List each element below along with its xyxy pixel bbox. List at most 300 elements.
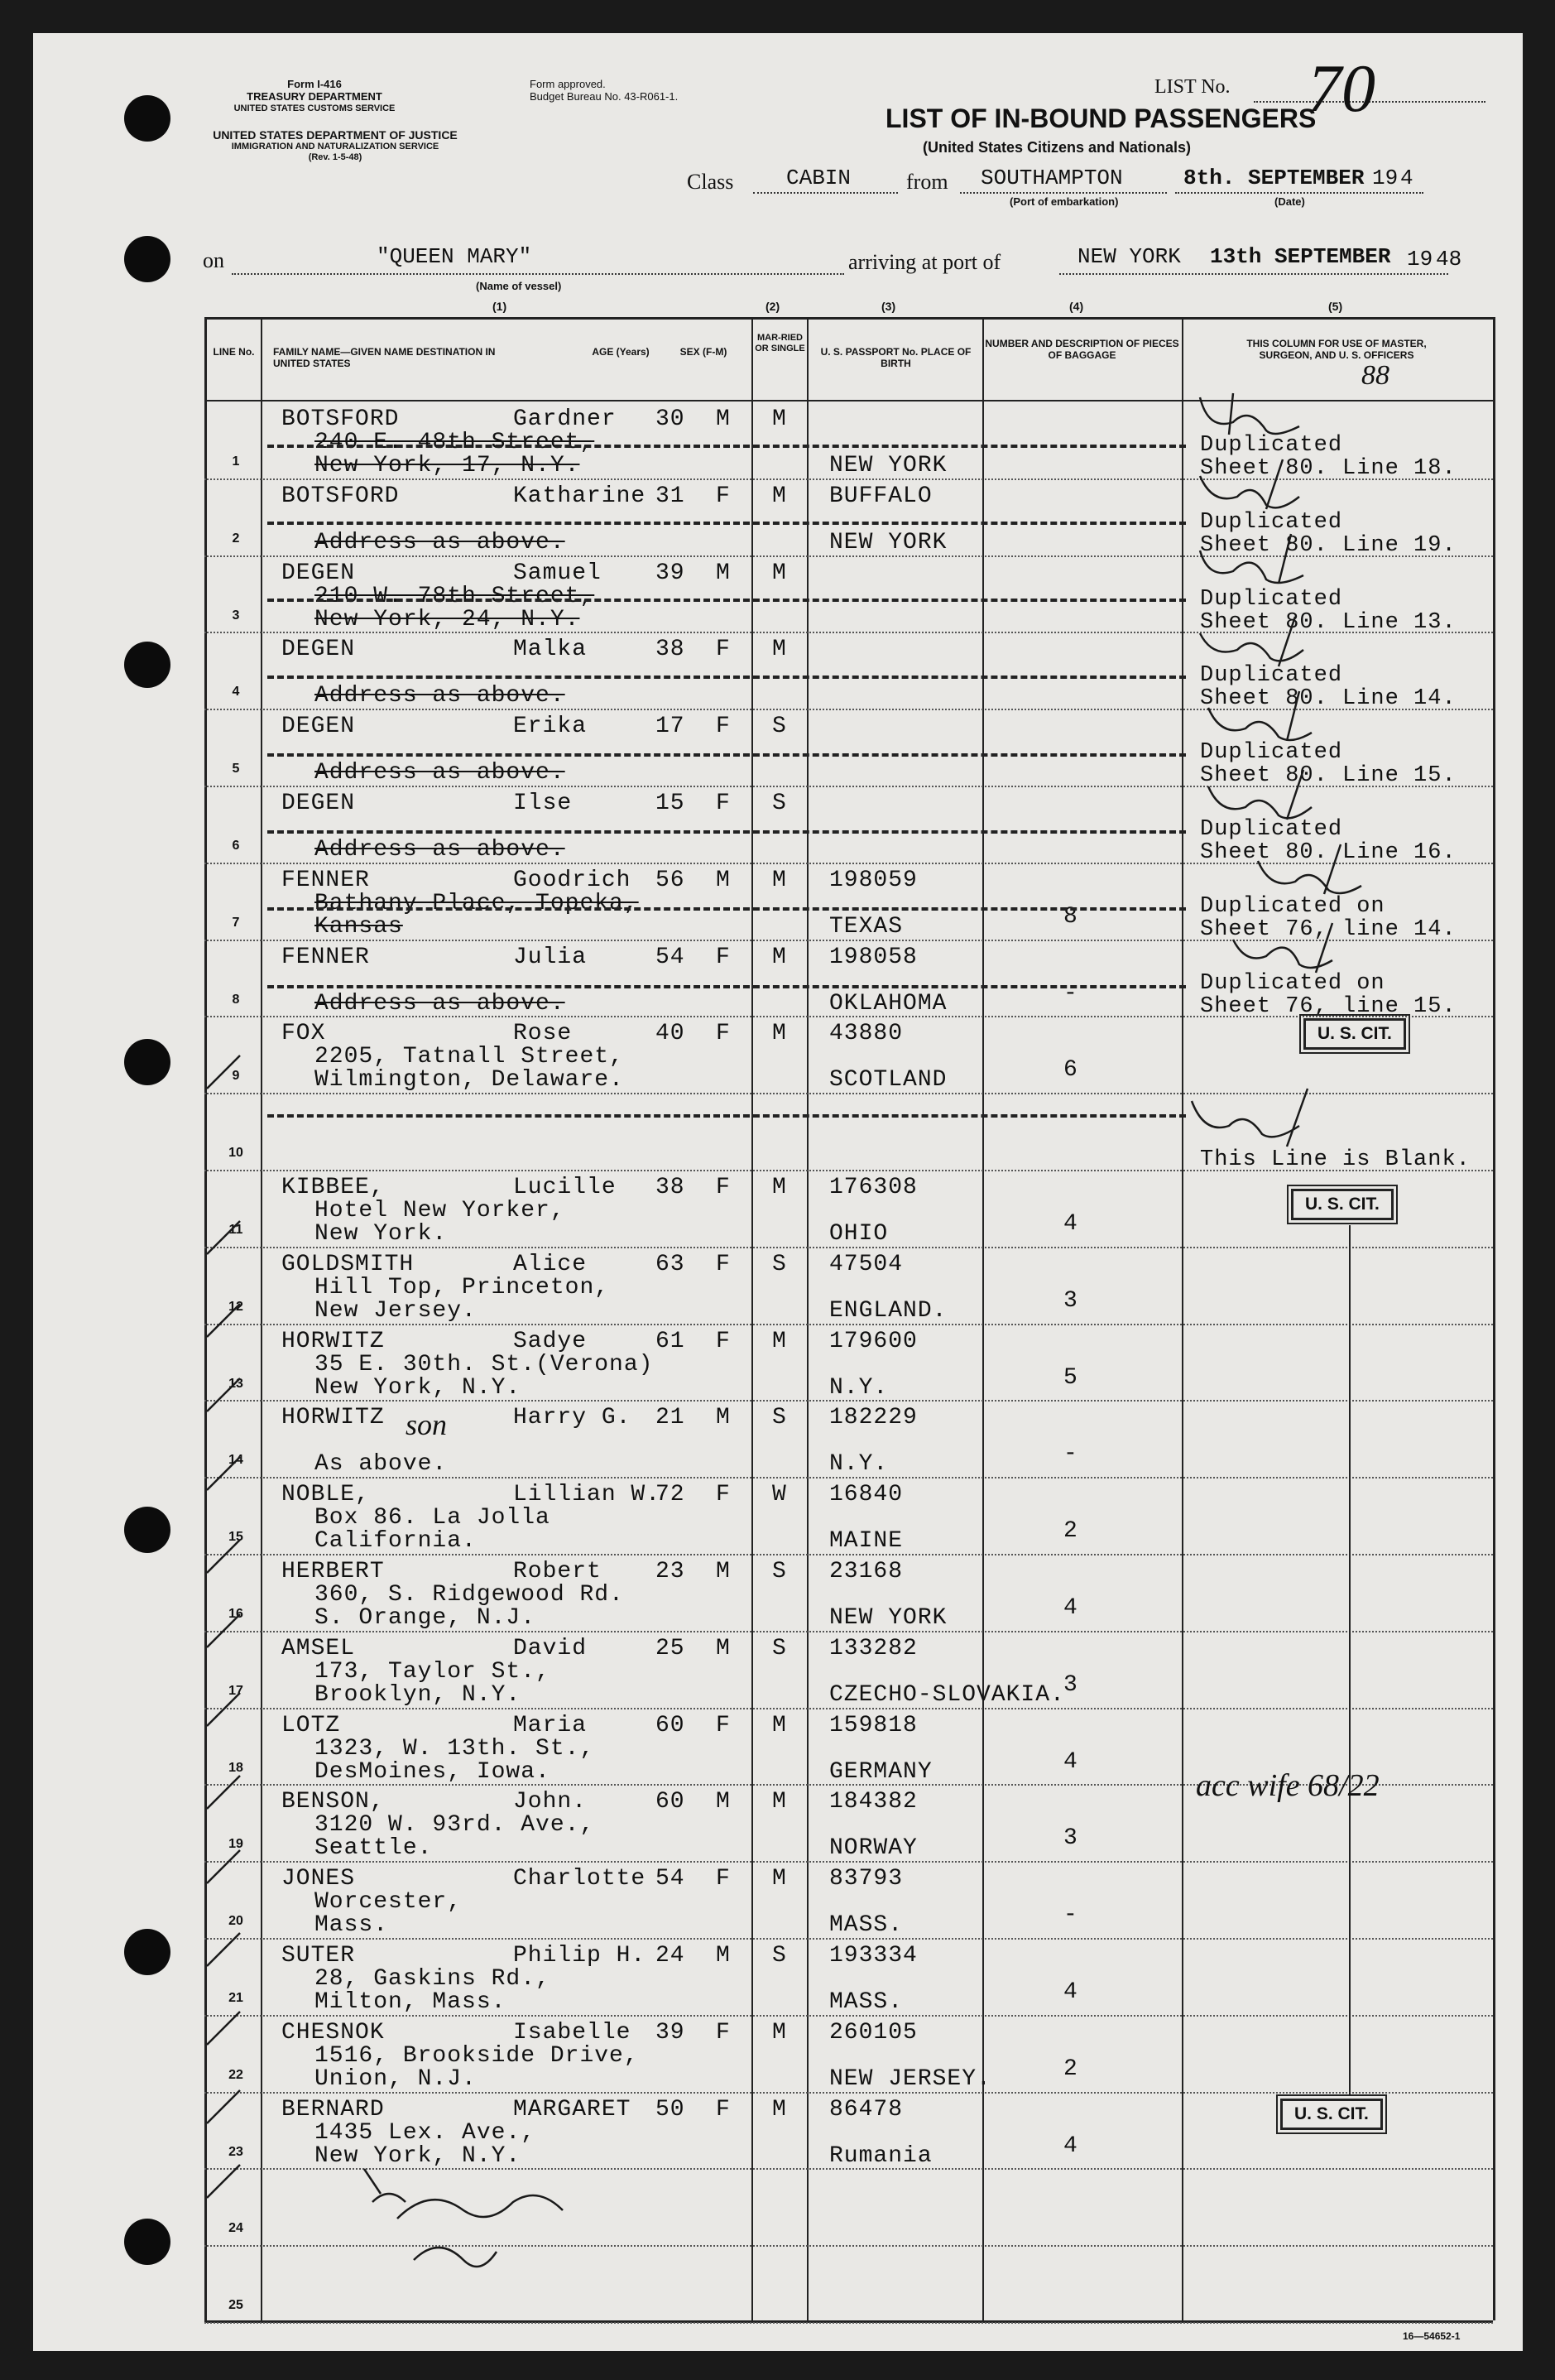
- family-name: BOTSFORD: [281, 406, 400, 432]
- baggage-count: 5: [1063, 1364, 1078, 1391]
- baggage-count: 4: [1063, 1979, 1078, 2005]
- address-line-2: New York, N.Y.: [314, 1374, 521, 1401]
- sex: M: [716, 1559, 731, 1584]
- family-name: FENNER: [281, 867, 370, 893]
- marital-status: M: [772, 406, 787, 432]
- age: 40: [655, 1021, 685, 1047]
- baggage-count: 4: [1063, 1211, 1078, 1237]
- address-line-1: 35 E. 30th. St.(Verona): [314, 1351, 654, 1378]
- given-name: Alice: [513, 1251, 588, 1277]
- family-name: FOX: [281, 1021, 326, 1047]
- baggage-count: -: [1063, 1441, 1078, 1468]
- given-name: Goodrich: [513, 867, 631, 893]
- passport-number: 47504: [829, 1251, 904, 1277]
- passport-number: 16840: [829, 1482, 904, 1508]
- officer-remark-line-1: Duplicated: [1200, 817, 1343, 842]
- sex: F: [716, 1482, 731, 1508]
- marital-status: M: [772, 560, 787, 586]
- passport-number: 182229: [829, 1405, 918, 1431]
- passport-number: 193334: [829, 1943, 918, 1969]
- family-name: DEGEN: [281, 714, 356, 740]
- column-number: (5): [1328, 300, 1343, 313]
- punch-hole: [124, 236, 170, 282]
- baggage-count: 3: [1063, 1671, 1078, 1698]
- place-of-birth: OHIO: [829, 1221, 889, 1247]
- departure-date: 8th. SEPTEMBER: [1183, 166, 1365, 190]
- address-line-2: California.: [314, 1528, 477, 1555]
- baggage-count: 8: [1063, 903, 1078, 930]
- justice-department: UNITED STATES DEPARTMENT OF JUSTICE: [213, 128, 458, 142]
- strike-line: [267, 985, 1186, 988]
- officer-remark-line-2: Sheet 76, line 14.: [1200, 916, 1457, 942]
- column-number: (2): [766, 300, 780, 313]
- officer-remark-line-2: This Line is Blank.: [1200, 1147, 1471, 1173]
- address-line-1: Bathany Place, Topeka,: [314, 890, 639, 916]
- officer-remark-line-1: Duplicated: [1200, 509, 1343, 535]
- officer-remark-line-2: Sheet 76, line 15.: [1200, 993, 1457, 1019]
- line-number: 10: [228, 1146, 243, 1161]
- column-number: (4): [1069, 300, 1084, 313]
- passport-number: 184382: [829, 1789, 918, 1815]
- family-name: LOTZ: [281, 1712, 341, 1738]
- address-line-2: Brooklyn, N.Y.: [314, 1681, 521, 1708]
- line-number: 24: [228, 2221, 243, 2236]
- sex: M: [716, 1789, 731, 1815]
- place-of-birth: NEW JERSEY.: [829, 2065, 991, 2092]
- form-block: [223, 79, 406, 114]
- address-line-1: 28, Gaskins Rd.,: [314, 1966, 550, 1992]
- strike-line: [267, 445, 1186, 448]
- handwritten-margin-number: 88: [1361, 360, 1389, 391]
- family-name: CHESNOK: [281, 2019, 385, 2046]
- passport-number: 179600: [829, 1328, 918, 1354]
- given-name: Robert: [513, 1559, 602, 1584]
- family-name: DEGEN: [281, 560, 356, 586]
- sex: F: [716, 1712, 731, 1738]
- port-line: [960, 192, 1167, 194]
- strike-line: [267, 599, 1186, 602]
- header-age: AGE (Years): [592, 346, 650, 358]
- form-approved: Form approved.: [530, 78, 606, 90]
- arrival-year-suffix: 48: [1436, 247, 1462, 272]
- ditto-line: [1349, 1225, 1351, 2094]
- given-name: Lillian W.: [513, 1482, 661, 1508]
- marital-status: M: [772, 1328, 787, 1354]
- strike-line: [267, 753, 1186, 757]
- address-line-1: 1435 Lex. Ave.,: [314, 2119, 536, 2146]
- baggage-count: -: [1063, 980, 1078, 1007]
- sex: M: [716, 406, 731, 432]
- officer-initials: [1183, 381, 1465, 993]
- address-line-2: New York, 24, N.Y.: [314, 606, 580, 632]
- us-citizen-stamp: U. S. CIT.: [1303, 1018, 1406, 1050]
- on-label: on: [203, 248, 224, 272]
- marital-status: M: [772, 1175, 787, 1200]
- address-line-2: New York, N.Y.: [314, 2142, 521, 2169]
- age: 39: [655, 560, 685, 586]
- sex: F: [716, 1021, 731, 1047]
- line-number: 6: [232, 839, 240, 853]
- given-name: Samuel: [513, 560, 602, 586]
- address-line-1: 210 W. 78th Street,: [314, 583, 595, 609]
- officer-remark-line-1: Duplicated: [1200, 663, 1343, 689]
- address-line-2: Wilmington, Delaware.: [314, 1067, 624, 1094]
- arrival-port: NEW YORK: [1077, 244, 1181, 269]
- officer-remark-line-2: Sheet 80. Line 18.: [1200, 456, 1457, 481]
- place-of-birth: NEW YORK: [829, 1605, 948, 1631]
- place-of-birth: N.Y.: [829, 1451, 889, 1478]
- address-line-2: New York, 17, N.Y.: [314, 453, 580, 478]
- address-line-2: As above.: [314, 1451, 448, 1478]
- sex: M: [716, 867, 731, 893]
- passport-number: 198058: [829, 944, 918, 970]
- line-number: 25: [228, 2298, 243, 2313]
- address-line-1: 240 E. 48th Street,: [314, 430, 595, 455]
- arrival-year-prefix: 19: [1407, 247, 1433, 272]
- age: 63: [655, 1251, 685, 1277]
- table-top-border: [204, 317, 1493, 320]
- given-name: Katharine: [513, 483, 646, 509]
- budget-bureau: Budget Bureau No. 43-R061-1.: [530, 89, 679, 103]
- sex: F: [716, 1175, 731, 1200]
- class-value: CABIN: [786, 166, 852, 190]
- family-name: AMSEL: [281, 1635, 356, 1661]
- line-number: 17: [228, 1683, 243, 1698]
- address-line-1: Box 86. La Jolla: [314, 1505, 550, 1531]
- line-number: 3: [232, 608, 240, 623]
- age: 38: [655, 1175, 685, 1200]
- strike-line: [267, 676, 1186, 679]
- passport-number: 159818: [829, 1712, 918, 1738]
- line-number: 12: [228, 1299, 243, 1314]
- age: 54: [655, 1866, 685, 1892]
- marital-status: S: [772, 1559, 787, 1584]
- baggage-count: -: [1063, 1902, 1078, 1929]
- strike-line: [267, 907, 1186, 911]
- family-name: DEGEN: [281, 637, 356, 663]
- marital-status: M: [772, 637, 787, 663]
- address-line-2: Mass.: [314, 1912, 389, 1939]
- address-line-2: New York.: [314, 1221, 448, 1247]
- marital-status: M: [772, 1866, 787, 1892]
- form-code: 16—54652-1: [1403, 2330, 1461, 2342]
- customs-service: UNITED STATES CUSTOMS SERVICE: [233, 103, 396, 113]
- given-name: John.: [513, 1789, 588, 1815]
- given-name: Malka: [513, 637, 588, 663]
- address-line-1: 1323, W. 13th. St.,: [314, 1735, 595, 1762]
- line-number: 21: [228, 1991, 243, 2005]
- family-name: NOBLE,: [281, 1482, 370, 1508]
- punch-hole: [124, 2219, 170, 2265]
- age: 17: [655, 714, 685, 740]
- line-number: 2: [232, 531, 240, 546]
- address-line-1: 360, S. Ridgewood Rd.: [314, 1582, 624, 1608]
- sex: F: [716, 944, 731, 970]
- family-name: DEGEN: [281, 791, 356, 816]
- given-name: Erika: [513, 714, 588, 740]
- treasury-department: TREASURY DEPARTMENT: [247, 89, 382, 103]
- sex: F: [716, 2019, 731, 2046]
- baggage-count: 4: [1063, 2132, 1078, 2159]
- officer-remark-line-2: Sheet 80. Line 13.: [1200, 609, 1457, 635]
- place-of-birth: TEXAS: [829, 913, 904, 940]
- check-marks: [190, 1022, 257, 2214]
- table-right-border: [1493, 317, 1495, 2320]
- line-number: 1: [232, 454, 240, 469]
- officer-remark-line-1: Duplicated: [1200, 586, 1343, 612]
- family-name: HORWITZ: [281, 1328, 385, 1354]
- place-of-birth: NEW YORK: [829, 453, 948, 478]
- page-title: LIST OF IN-BOUND PASSENGERS: [885, 103, 1317, 133]
- given-name: David: [513, 1635, 588, 1661]
- age: 30: [655, 406, 685, 432]
- address-line-1: 1516, Brookside Drive,: [314, 2042, 639, 2069]
- sex: M: [716, 560, 731, 586]
- passport-number: BUFFALO: [829, 483, 933, 509]
- family-name: FENNER: [281, 944, 370, 970]
- header-officers: THIS COLUMN FOR USE OF MASTER, SURGEON, AND U. S. OFFICERS: [1246, 338, 1427, 362]
- baggage-count: 2: [1063, 2055, 1078, 2082]
- line-number: 15: [228, 1530, 243, 1545]
- handwritten-signature: [348, 2152, 612, 2285]
- family-name: HORWITZ: [281, 1405, 385, 1431]
- age: 72: [655, 1482, 685, 1508]
- date-caption: (Date): [1274, 195, 1305, 208]
- address-line-1: Worcester,: [314, 1889, 463, 1916]
- revision-date: (Rev. 1-5-48): [308, 151, 362, 162]
- marital-status: M: [772, 867, 787, 893]
- baggage-count: 2: [1063, 1518, 1078, 1545]
- passport-number: 86478: [829, 2096, 904, 2123]
- officer-remark-line-1: Duplicated: [1200, 740, 1343, 766]
- header-married: MAR-RIED OR SINGLE: [755, 333, 805, 354]
- address-line-2: Milton, Mass.: [314, 1989, 506, 2015]
- sex: F: [716, 1328, 731, 1354]
- punch-hole: [124, 1039, 170, 1085]
- age: 31: [655, 483, 685, 509]
- marital-status: M: [772, 1021, 787, 1047]
- given-name: Harry G.: [513, 1405, 631, 1431]
- line-number: 13: [228, 1376, 243, 1391]
- place-of-birth: OKLAHOMA: [829, 990, 948, 1017]
- place-of-birth: SCOTLAND: [829, 1067, 948, 1094]
- family-name: BOTSFORD: [281, 483, 400, 509]
- family-name: JONES: [281, 1866, 356, 1892]
- address-line-2: New Jersey.: [314, 1297, 477, 1324]
- sex: M: [716, 1635, 731, 1661]
- age: 61: [655, 1328, 685, 1354]
- age: 54: [655, 944, 685, 970]
- address-line-2: Seattle.: [314, 1835, 433, 1862]
- marital-status: S: [772, 1251, 787, 1277]
- given-name: Julia: [513, 944, 588, 970]
- strike-line: [267, 1114, 1186, 1118]
- list-number-label: LIST No.: [1154, 76, 1231, 98]
- form-number: Form I-416: [287, 78, 342, 90]
- port-caption: (Port of embarkation): [1010, 195, 1119, 208]
- list-number-handwritten: 70: [1308, 50, 1375, 126]
- passport-number: 198059: [829, 867, 918, 893]
- line-number: 16: [228, 1607, 243, 1621]
- class-label: Class: [687, 170, 734, 194]
- address-line-2: Address as above.: [314, 529, 565, 555]
- from-label: from: [906, 170, 948, 194]
- officer-remark-line-1: Duplicated on: [1200, 893, 1385, 919]
- given-name: Philip H.: [513, 1943, 646, 1969]
- address-line-2: Address as above.: [314, 683, 565, 709]
- age: 23: [655, 1559, 685, 1584]
- header-baggage: NUMBER AND DESCRIPTION OF PIECES OF BAGGAGE: [985, 338, 1179, 362]
- officer-remark-line-1: Duplicated: [1200, 433, 1343, 458]
- marital-status: M: [772, 1712, 787, 1738]
- line-number: 20: [228, 1914, 243, 1929]
- address-line-2: Union, N.J.: [314, 2065, 477, 2092]
- sex: F: [716, 791, 731, 816]
- address-line-2: Kansas: [314, 913, 403, 940]
- line-number: 14: [228, 1453, 243, 1468]
- baggage-count: 4: [1063, 1748, 1078, 1775]
- baggage-count: 4: [1063, 1595, 1078, 1621]
- place-of-birth: ENGLAND.: [829, 1297, 948, 1324]
- age: 38: [655, 637, 685, 663]
- age: 56: [655, 867, 685, 893]
- place-of-birth: Rumania: [829, 2142, 933, 2169]
- strike-line: [267, 522, 1186, 525]
- punch-hole: [124, 95, 170, 142]
- given-name: Charlotte: [513, 1866, 646, 1892]
- marital-status: W: [772, 1482, 787, 1508]
- line-number: 4: [232, 685, 240, 700]
- passport-number: 43880: [829, 1021, 904, 1047]
- sex: F: [716, 1251, 731, 1277]
- address-line-2: Address as above.: [314, 760, 565, 786]
- passport-number: 260105: [829, 2019, 918, 2046]
- vessel-caption: (Name of vessel): [476, 280, 562, 292]
- header-line-no: LINE No.: [213, 346, 255, 358]
- place-of-birth: NORWAY: [829, 1835, 918, 1862]
- justice-block: [170, 128, 501, 162]
- departure-year-suffix: 4: [1400, 166, 1413, 190]
- address-line-1: Hotel New Yorker,: [314, 1198, 565, 1224]
- given-name: Sadye: [513, 1328, 588, 1354]
- page-subtitle: (United States Citizens and Nationals): [923, 139, 1192, 156]
- address-line-1: 2205, Tatnall Street,: [314, 1044, 624, 1070]
- given-name: Ilse: [513, 791, 573, 816]
- age: 25: [655, 1635, 685, 1661]
- passport-number: 23168: [829, 1559, 904, 1584]
- officer-remark-line-1: Duplicated on: [1200, 970, 1385, 996]
- address-line-2: Address as above.: [314, 990, 565, 1017]
- column-number: (3): [881, 300, 896, 313]
- given-name: Isabelle: [513, 2019, 631, 2046]
- marital-status: S: [772, 1405, 787, 1431]
- sex: F: [716, 2096, 731, 2123]
- baggage-count: 6: [1063, 1057, 1078, 1084]
- address-line-2: DesMoines, Iowa.: [314, 1758, 550, 1785]
- officer-remark-line-2: Sheet 80. Line 14.: [1200, 686, 1457, 712]
- line-number: 11: [228, 1223, 243, 1237]
- age: 60: [655, 1712, 685, 1738]
- given-name: MARGARET: [513, 2096, 631, 2123]
- marital-status: S: [772, 1635, 787, 1661]
- family-name: KIBBEE,: [281, 1175, 385, 1200]
- officer-remark-line-2: Sheet 80. Line 19.: [1200, 532, 1457, 558]
- given-name: Lucille: [513, 1175, 617, 1200]
- marital-status: M: [772, 944, 787, 970]
- line-number: 8: [232, 992, 240, 1007]
- line-number: 7: [232, 915, 240, 930]
- place-of-birth: MASS.: [829, 1912, 904, 1939]
- age: 21: [655, 1405, 685, 1431]
- approval-block: [530, 79, 678, 103]
- header-sex: SEX (F-M): [679, 346, 727, 358]
- strike-line: [267, 830, 1186, 834]
- vessel-line: [232, 273, 844, 275]
- baggage-count: 3: [1063, 1825, 1078, 1852]
- arriving-label: arriving at port of: [848, 250, 1001, 274]
- sex: F: [716, 1866, 731, 1892]
- marital-status: M: [772, 2096, 787, 2123]
- header-name-destination: FAMILY NAME—GIVEN NAME DESTINATION IN UNITED STATES: [273, 346, 496, 370]
- marital-status: M: [772, 483, 787, 509]
- arrival-date: 13th SEPTEMBER: [1210, 244, 1391, 269]
- immigration-service: IMMIGRATION AND NATURALIZATION SERVICE: [231, 142, 439, 152]
- sex: F: [716, 714, 731, 740]
- given-name: Gardner: [513, 406, 617, 432]
- sex: F: [716, 637, 731, 663]
- officer-remark-line-2: Sheet 80. Line 16.: [1200, 840, 1457, 865]
- place-of-birth: CZECHO-SLOVAKIA.: [829, 1681, 1065, 1708]
- given-name: Rose: [513, 1021, 573, 1047]
- class-line: [753, 192, 898, 194]
- line-number: 5: [232, 762, 240, 777]
- place-of-birth: N.Y.: [829, 1374, 889, 1401]
- line-number: 23: [228, 2144, 243, 2159]
- address-line-1: 173, Taylor St.,: [314, 1658, 550, 1685]
- punch-hole: [124, 642, 170, 688]
- handwritten-note: son: [406, 1408, 448, 1441]
- line-number: 18: [228, 1760, 243, 1775]
- marital-status: S: [772, 1943, 787, 1969]
- family-name: BENSON,: [281, 1789, 385, 1815]
- family-name: HERBERT: [281, 1559, 385, 1584]
- passport-number: 83793: [829, 1866, 904, 1892]
- address-line-1: 3120 W. 93rd. Ave.,: [314, 1812, 595, 1839]
- address-line-2: S. Orange, N.J.: [314, 1605, 536, 1631]
- marital-status: S: [772, 714, 787, 740]
- manifest-sheet: [33, 33, 1523, 2351]
- officer-remark-line-2: Sheet 80. Line 15.: [1200, 763, 1457, 789]
- sex: F: [716, 483, 731, 509]
- age: 24: [655, 1943, 685, 1969]
- place-of-birth: MAINE: [829, 1528, 904, 1555]
- officer-initials: [1183, 1084, 1432, 1159]
- line-number: 22: [228, 2067, 243, 2082]
- age: 39: [655, 2019, 685, 2046]
- place-of-birth: GERMANY: [829, 1758, 933, 1785]
- date-line: [1175, 192, 1423, 194]
- arrival-line: [1059, 273, 1448, 275]
- family-name: SUTER: [281, 1943, 356, 1969]
- marital-status: S: [772, 791, 787, 816]
- sex: M: [716, 1405, 731, 1431]
- marital-status: M: [772, 2019, 787, 2046]
- place-of-birth: NEW YORK: [829, 529, 948, 555]
- family-name: GOLDSMITH: [281, 1251, 415, 1277]
- passport-number: 133282: [829, 1635, 918, 1661]
- age: 60: [655, 1789, 685, 1815]
- address-line-1: Hill Top, Princeton,: [314, 1274, 610, 1301]
